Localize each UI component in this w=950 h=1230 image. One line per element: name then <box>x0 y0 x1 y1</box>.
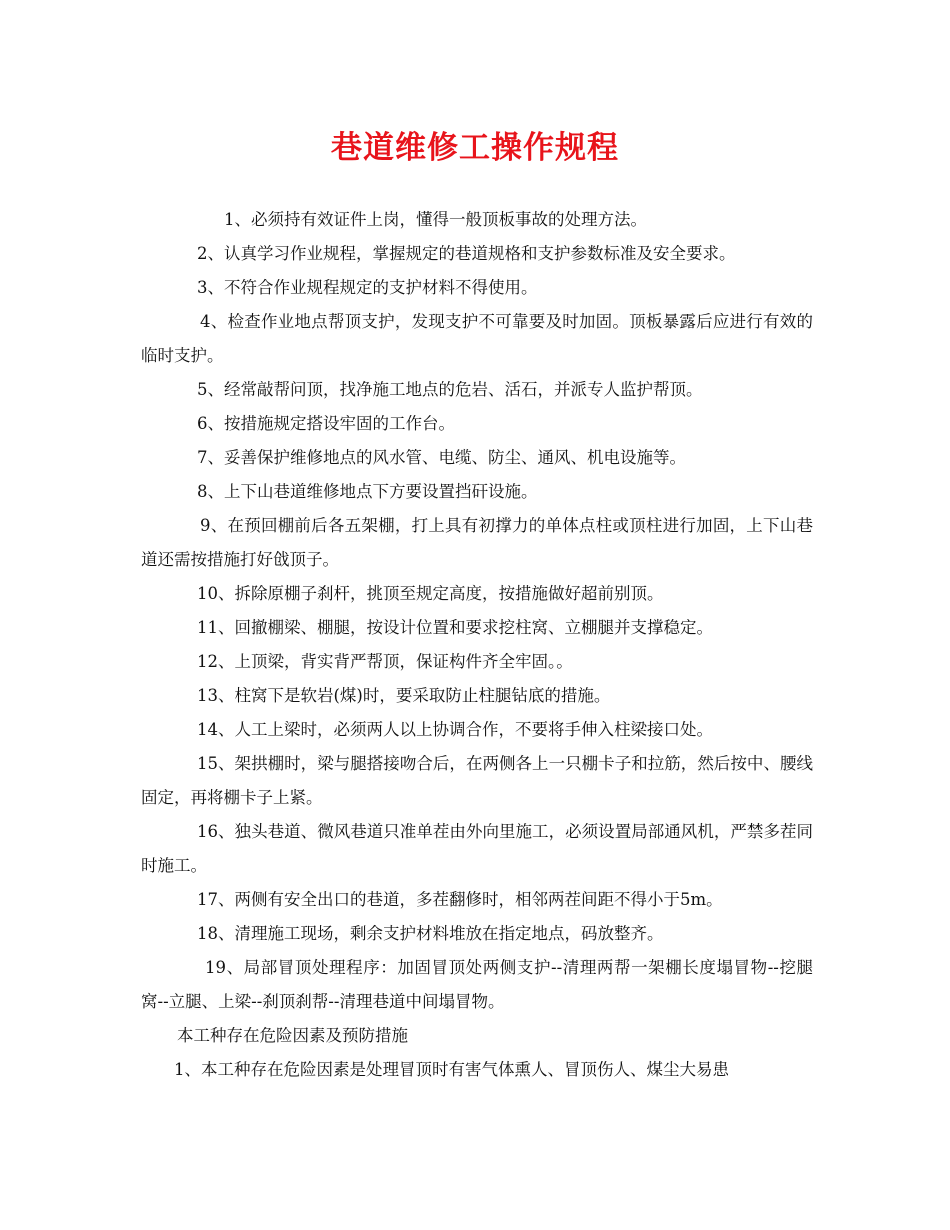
paragraph-5: 5、经常敲帮问顶，找净施工地点的危岩、活石，并派专人监护帮顶。 <box>197 380 703 399</box>
paragraph-1: 1、必须持有效证件上岗，懂得一般顶板事故的处理方法。 <box>224 210 647 229</box>
paragraph-10: 10、拆除原棚子刹杆，挑顶至规定高度，按措施做好超前别顶。 <box>197 584 664 603</box>
document-body <box>141 203 813 1087</box>
page-title: 巷道维修工操作规程 <box>331 130 619 166</box>
paragraph-17: 17、两侧有安全出口的巷道，多茬翻修时，相邻两茬间距不得小于5m。 <box>197 890 723 909</box>
paragraph-8: 8、上下山巷道维修地点下方要设置挡矸设施。 <box>197 482 538 501</box>
paragraph-12: 12、上顶梁，背实背严帮顶，保证构件齐全牢固。。 <box>197 652 573 671</box>
paragraph-2: 2、认真学习作业规程，掌握规定的巷道规格和支护参数标准及安全要求。 <box>197 244 736 263</box>
paragraph-6: 6、按措施规定搭设牢固的工作台。 <box>197 414 455 433</box>
paragraph-9: 9、在预回棚前后各五架棚，打上具有初撑力的单体点柱或顶柱进行加固，上下山巷道还需按措施打好戗顶子。 <box>141 516 813 569</box>
paragraph-14: 14、人工上梁时，必须两人以上协调合作，不要将手伸入柱梁接口处。 <box>197 720 713 739</box>
paragraph-19: 19、局部冒顶处理程序：加固冒顶处两侧支护--清理两帮一架棚长度塌冒物--挖腿窝--立腿、上梁--刹顶刹帮--清理巷道中间塌冒物。 <box>141 958 813 1011</box>
paragraph-4: 4、检查作业地点帮顶支护，发现支护不可靠要及时加固。顶板暴露后应进行有效的临时支护。 <box>141 312 813 365</box>
paragraph-18: 18、清理施工现场，剩余支护材料堆放在指定地点，码放整齐。 <box>197 924 664 943</box>
paragraph-11: 11、回撤棚梁、棚腿，按设计位置和要求挖柱窝、立棚腿并支撑稳定。 <box>197 618 713 637</box>
paragraph-13: 13、柱窝下是软岩(煤)时，要采取防止柱腿钻底的措施。 <box>197 686 611 705</box>
paragraph-16: 16、独头巷道、微风巷道只准单茬由外向里施工，必须设置局部通风机，严禁多茬同时施工。 <box>141 822 813 875</box>
paragraph-15: 15、架拱棚时，梁与腿搭接吻合后，在两侧各上一只棚卡子和拉筋，然后按中、腰线固定，再将棚卡子上紧。 <box>141 754 813 807</box>
section-heading: 本工种存在危险因素及预防措施 <box>177 1026 408 1045</box>
paragraph-3: 3、不符合作业规程规定的支护材料不得使用。 <box>197 278 538 297</box>
paragraph-7: 7、妥善保护维修地点的风水管、电缆、防尘、通风、机电设施等。 <box>197 448 686 467</box>
paragraph-hazards-1: 1、本工种存在危险因素是处理冒顶时有害气体熏人、冒顶伤人、煤尘大易患 <box>174 1060 729 1079</box>
